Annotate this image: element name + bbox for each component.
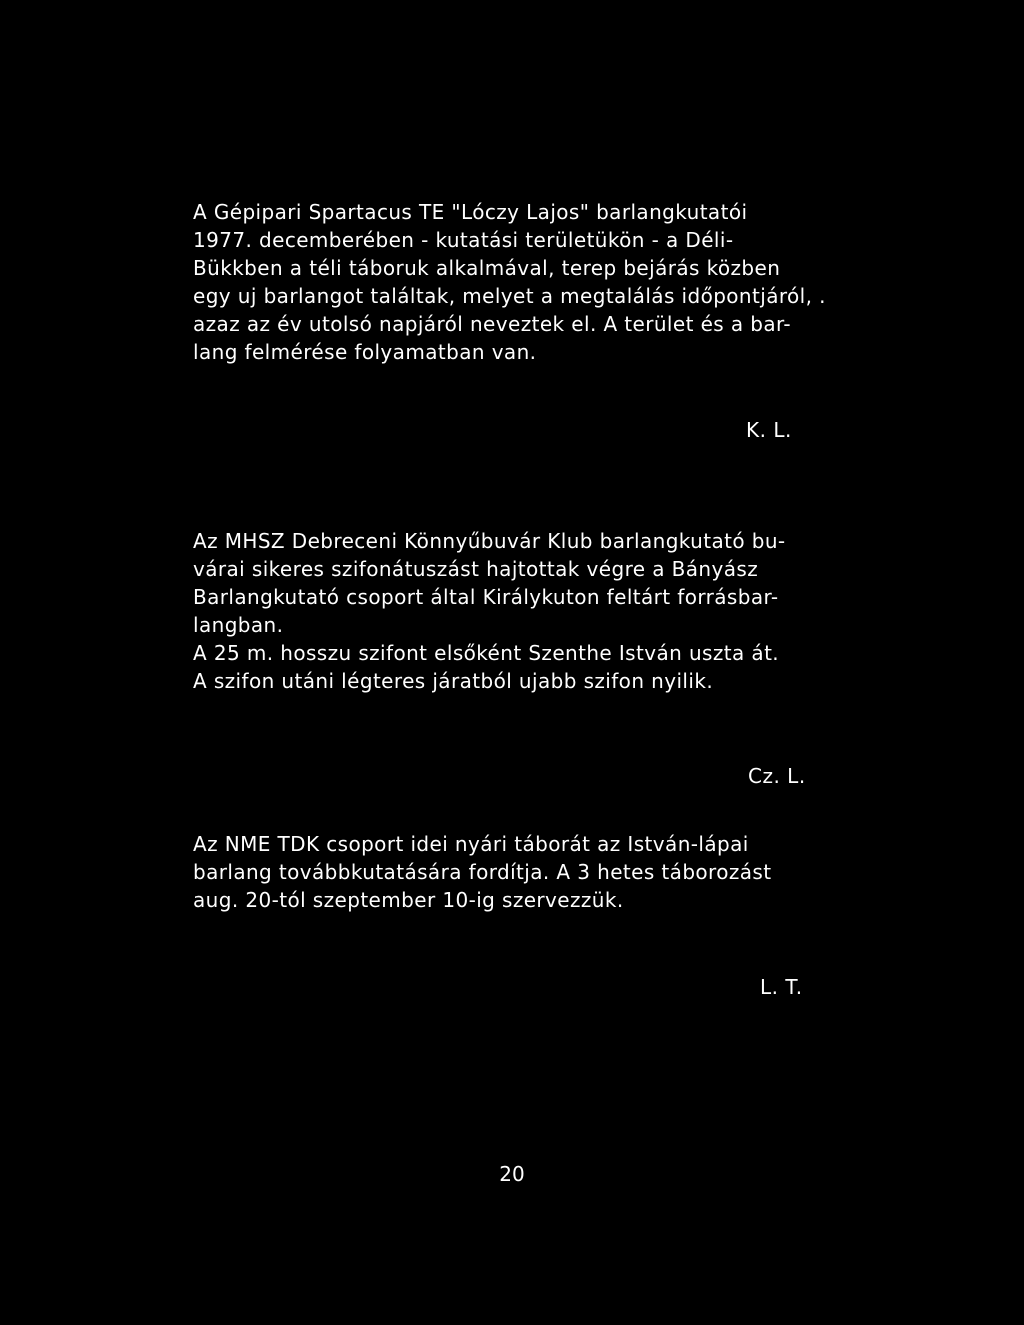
article-2-line: Az MHSZ Debreceni Könnyűbuvár Klub barlangkutató bu- xyxy=(193,529,786,553)
article-2-line: A szifon utáni légteres járatból ujabb szifon nyilik. xyxy=(193,669,714,693)
article-3 xyxy=(193,830,873,914)
article-1-line: lang felmérése folyamatban van. xyxy=(193,340,537,364)
article-1-signature: K. L. xyxy=(746,418,792,442)
article-2-line: Barlangkutató csoport által Királykuton feltárt forrásbar- xyxy=(193,585,779,609)
article-3-signature: L. T. xyxy=(760,975,803,999)
page-number: 20 xyxy=(499,1162,525,1186)
article-1-line: azaz az év utolsó napjáról neveztek el. A terület és a bar- xyxy=(193,312,792,336)
article-2-line: A 25 m. hosszu szifont elsőként Szenthe István uszta át. xyxy=(193,641,780,665)
article-2 xyxy=(193,527,873,695)
article-1-line: egy uj barlangot találtak, melyet a megtalálás időpontjáról, . xyxy=(193,284,826,308)
article-2-line: langban. xyxy=(193,613,284,637)
article-2-signature: Cz. L. xyxy=(748,764,806,788)
article-3-line: aug. 20-tól szeptember 10-ig szervezzük. xyxy=(193,888,624,912)
article-1-line: 1977. decemberében - kutatási területükön - a Déli- xyxy=(193,228,734,252)
article-1-line: Bükkben a téli táboruk alkalmával, terep bejárás közben xyxy=(193,256,781,280)
article-3-line: barlang továbbkutatására fordítja. A 3 hetes táborozást xyxy=(193,860,772,884)
article-1 xyxy=(193,198,873,366)
article-2-line: várai sikeres szifonátuszást hajtottak végre a Bányász xyxy=(193,557,759,581)
article-1-line: A Gépipari Spartacus TE "Lóczy Lajos" barlangkutatói xyxy=(193,200,748,224)
article-3-line: Az NME TDK csoport idei nyári táborát az István-lápai xyxy=(193,832,749,856)
